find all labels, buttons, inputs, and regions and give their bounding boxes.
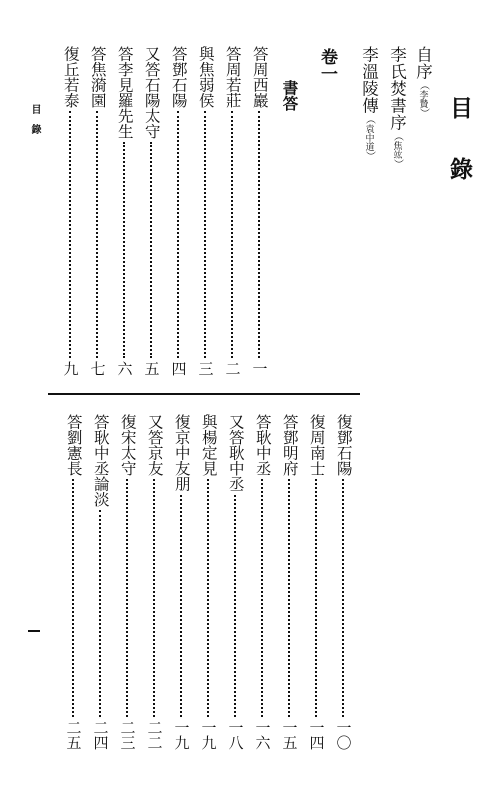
- running-head: 目錄: [29, 104, 40, 144]
- entry-label: 答周西巖: [250, 46, 269, 108]
- toc-entry[interactable]: [170, 414, 192, 750]
- author-note: （袁中道）: [363, 114, 375, 161]
- toc-entry[interactable]: [86, 46, 108, 376]
- section-heading: 書答: [280, 80, 300, 111]
- toc-entry[interactable]: [251, 414, 273, 750]
- leader-dots: [207, 479, 209, 717]
- toc-entry[interactable]: [194, 46, 216, 376]
- leader-dots: [99, 510, 101, 717]
- leader-dots: [261, 479, 263, 717]
- page-number: 六: [115, 361, 134, 376]
- section-divider: [48, 393, 360, 395]
- entry-label: 答劉憲長: [64, 414, 83, 476]
- leader-dots: [288, 479, 290, 717]
- toc-entry[interactable]: [140, 46, 162, 376]
- leader-dots: [234, 495, 236, 718]
- page-title: 目錄: [446, 96, 473, 218]
- page-number: 二五: [64, 720, 83, 750]
- entry-label: 與楊定見: [199, 414, 218, 476]
- page-number: 七: [88, 361, 107, 376]
- page-number: 一: [250, 361, 269, 376]
- toc-entry[interactable]: [221, 46, 243, 376]
- folio-number: [28, 630, 40, 632]
- author-note: （李贄）: [417, 80, 429, 118]
- page-number: 二三: [118, 720, 137, 750]
- entry-label: 答鄧明府: [280, 414, 299, 476]
- toc-entry[interactable]: [113, 46, 135, 376]
- entry-label: 復丘若泰: [61, 46, 80, 108]
- leader-dots: [123, 142, 125, 358]
- toc-entry[interactable]: [248, 46, 270, 376]
- page-number: 一六: [253, 720, 272, 750]
- entry-label: 復宋太守: [118, 414, 137, 476]
- page-number: 二四: [91, 720, 110, 750]
- entry-label: 答耿中丞: [253, 414, 272, 476]
- page-number: 九: [61, 361, 80, 376]
- leader-dots: [258, 111, 260, 358]
- entry-label: 李氏焚書序: [387, 46, 407, 131]
- leader-dots: [231, 111, 233, 358]
- entry-label: 答焦漪園: [88, 46, 107, 108]
- toc-entry[interactable]: [89, 414, 111, 750]
- page-number: 四: [169, 361, 188, 376]
- toc-entry[interactable]: [167, 46, 189, 376]
- leader-dots: [69, 111, 71, 358]
- toc-entry-li-shi-fen-shu-xu[interactable]: [388, 46, 405, 169]
- leader-dots: [72, 479, 74, 717]
- entry-label: 復京中友朋: [172, 414, 191, 492]
- juan-heading: 卷一: [317, 48, 337, 82]
- toc-entry[interactable]: [332, 414, 354, 750]
- entry-label: 與焦弱侯: [196, 46, 215, 108]
- entry-label: 復周南士: [307, 414, 326, 476]
- page-number: 五: [142, 361, 161, 376]
- leader-dots: [150, 142, 152, 358]
- entry-label: 答李見羅先生: [115, 46, 134, 139]
- entry-label: 答鄧石陽: [169, 46, 188, 108]
- toc-entry-li-wen-ling-zhuan[interactable]: [360, 46, 377, 161]
- toc-entry[interactable]: [62, 414, 84, 750]
- entry-label: 自序: [413, 46, 433, 80]
- leader-dots: [315, 479, 317, 717]
- toc-entry[interactable]: [59, 46, 81, 376]
- leader-dots: [177, 111, 179, 358]
- entry-label: 又答京友: [145, 414, 164, 476]
- leader-dots: [153, 479, 155, 717]
- leader-dots: [204, 111, 206, 358]
- author-note: （焦竑）: [391, 131, 403, 169]
- page-number: 二: [223, 361, 242, 376]
- toc-entry[interactable]: [197, 414, 219, 750]
- page-number: 一八: [226, 720, 245, 750]
- leader-dots: [342, 479, 344, 717]
- toc-entry[interactable]: [224, 414, 246, 750]
- page-number: 一〇: [334, 720, 353, 750]
- entry-label: 復鄧石陽: [334, 414, 353, 476]
- entry-label: 答耿中丞論淡: [91, 414, 110, 507]
- page-number: 一九: [172, 720, 191, 750]
- leader-dots: [180, 495, 182, 718]
- page-number: 一五: [280, 720, 299, 750]
- page-number: 三: [196, 361, 215, 376]
- entry-label: 李溫陵傳: [359, 46, 379, 114]
- entry-label: 又答石陽太守: [142, 46, 161, 139]
- page-number: 二二: [145, 720, 164, 750]
- toc-entry[interactable]: [278, 414, 300, 750]
- leader-dots: [126, 479, 128, 717]
- toc-entry-preface[interactable]: [414, 46, 431, 118]
- page-number: 一九: [199, 720, 218, 750]
- entry-label: 又答耿中丞: [226, 414, 245, 492]
- entry-label: 答周若莊: [223, 46, 242, 108]
- page-number: 一四: [307, 720, 326, 750]
- toc-entry[interactable]: [305, 414, 327, 750]
- toc-entry[interactable]: [143, 414, 165, 750]
- leader-dots: [96, 111, 98, 358]
- toc-entry[interactable]: [116, 414, 138, 750]
